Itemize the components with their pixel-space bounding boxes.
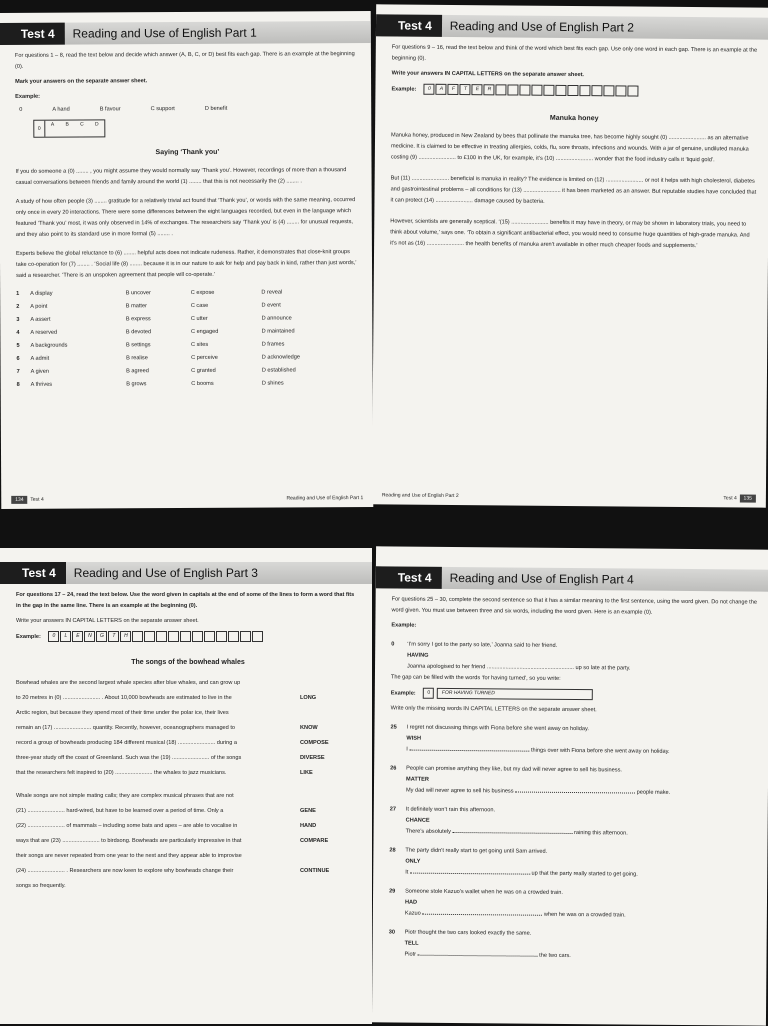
option: C perceive (191, 354, 218, 361)
first-sentence: It definitely won’t rain this afternoon. (405, 806, 496, 814)
letter-cell (132, 631, 143, 642)
option: B express (125, 316, 151, 323)
key-word: ONLY (405, 858, 421, 865)
question-item (390, 763, 756, 799)
paragraph: But (11) ........................ beneficial is manuka in reality? The evidence is limited on (12) ........................ or not it helps with high cholesterol, diabetes and gastrointestinal problems – all conditions for (13) ........................ it has been marketed as an answer. But reputable studies have concluded that it can protect (14) ........................ damage caused by bacteria. (390, 175, 757, 205)
text-line (16, 879, 360, 894)
option: C sites (191, 341, 209, 348)
answer-gap[interactable] (452, 832, 572, 834)
option: A point (30, 303, 48, 310)
example-label: Example: (15, 93, 41, 100)
question-number: 25 (390, 724, 397, 731)
question-number: 27 (389, 806, 397, 813)
keyword: KNOW (300, 724, 318, 731)
second-end: raining this afternoon. (573, 830, 628, 837)
letter-cell (532, 85, 543, 96)
first-sentence: Piotr thought the two cars looked exactly the same. (404, 929, 532, 937)
answer-gap[interactable] (409, 750, 529, 752)
question-item (389, 886, 755, 922)
test-tag: Test 4 (376, 14, 442, 37)
text-line (16, 864, 360, 879)
option: B devoted (125, 329, 152, 336)
test-tag: Test 4 (0, 562, 66, 584)
letter-cell (228, 631, 239, 642)
option: C case (190, 302, 209, 309)
text-line (16, 789, 360, 804)
letter-cell (168, 631, 179, 642)
option: B matter (125, 303, 147, 310)
question-number: 30 (388, 929, 395, 936)
option: D reveal (261, 289, 283, 296)
text-title: Saying ‘Thank you’ (155, 148, 220, 157)
line-text: remain an (17) ........................ quantity. Recently, however, oceanographers managed to (16, 724, 235, 731)
letter-cell (568, 85, 579, 96)
question-item (388, 927, 754, 963)
question-number: 3 (16, 316, 20, 323)
example-letter-grid (424, 84, 640, 97)
keyword (292, 676, 360, 691)
page-part-2 (372, 4, 768, 507)
instructions-answers: Write your answers IN CAPITAL LETTERS on the separate answer sheet. (16, 618, 199, 624)
line-text: (22) ........................ of mammals – including some bats and apes – are able to vocalise in (16, 822, 238, 829)
option: D established (261, 367, 296, 374)
letter-cell (556, 85, 567, 96)
letter-cell: H (120, 631, 131, 642)
letter-cell: 0 (48, 631, 59, 642)
answer-gap[interactable] (515, 791, 635, 793)
question-number: 1 (16, 290, 20, 297)
instructions-answers: Mark your answers on the separate answer sheet. (15, 78, 148, 85)
letter-cell: E (72, 631, 83, 642)
paragraph: Experts believe the global reluctance to (6) ........ helpful acts does not indicate rudeness. Rather, it demonstrates that close-knit groups take co-operation for (7) ........ . ‘Social life (8) ........ because it is in our nature to ask for help and pay back in kind, rather than just words,’ said a researcher. ‘There is an unspoken agreement that people will co-operate.’ (15, 249, 357, 279)
option: A backgrounds (30, 342, 68, 349)
test-tag: Test 4 (0, 23, 65, 45)
line-text: (21) ........................ hard-wired, but have to be learned over a period of time. Only a (16, 807, 224, 814)
option: B realise (126, 355, 148, 362)
text-line (16, 766, 360, 781)
keyword (292, 879, 360, 894)
second-start: There’s absolutely (405, 828, 451, 835)
letter-cell (144, 631, 155, 642)
example-row: Example: 0 A F T E R (391, 83, 757, 98)
option: D acknowledge (261, 354, 301, 361)
question-number: 2 (16, 303, 20, 310)
option: D frames (261, 341, 285, 348)
option: C booms (191, 380, 214, 387)
second-end: up that the party really started to get going. (531, 870, 638, 878)
answer-gap[interactable] (410, 873, 530, 875)
letter-cell (508, 84, 519, 95)
second-start: Kazuo (404, 910, 421, 917)
letter-cell (216, 631, 227, 642)
option: B settings (125, 342, 151, 349)
text-line (16, 751, 360, 766)
first-sentence: The party didn’t really start to get going until Sam arrived. (405, 847, 548, 855)
example-answer-row: Example: 0 FOR HAVING TURNED (391, 687, 757, 702)
letter-cell: R (484, 84, 495, 95)
letter-cell (628, 85, 639, 96)
question-number: 28 (389, 847, 396, 854)
option: D event (261, 302, 281, 309)
option: B grows (126, 381, 147, 388)
example-letter-grid (48, 631, 264, 642)
line-text: their songs are never repeated from one year to the next and they appear able to improvise (16, 852, 242, 859)
header-bar (376, 14, 768, 39)
header-bar (0, 562, 372, 584)
header-bar (376, 566, 768, 591)
answer-gap[interactable] (418, 955, 538, 957)
keyword: DIVERSE (300, 754, 325, 761)
keyword: GENE (300, 807, 316, 814)
text-line (16, 834, 360, 849)
page-part-1 (0, 11, 373, 509)
keyword (292, 781, 360, 789)
key-word: CHANCE (405, 817, 430, 824)
page-number: 135 (740, 494, 756, 502)
line-text: ways that are (23) ........................ to birdsong. Bowheads are particularly impressive in that (16, 837, 242, 844)
letter-cell: G (96, 631, 107, 642)
line-text: three-year study off the coast of Greenland. Such was the (19) ........................ of the songs (16, 754, 242, 761)
part-title: Reading and Use of English Part 4 (449, 570, 634, 587)
letter-cell (252, 631, 263, 642)
question-number: 29 (389, 888, 396, 895)
text-line (16, 781, 360, 789)
option: A display (30, 290, 53, 297)
line-text (16, 781, 292, 789)
first-sentence: People can promise anything they like, but my dad will never agree to sell his business. (406, 765, 622, 774)
option: C expose (190, 289, 215, 296)
text-line (16, 819, 360, 834)
example-opt-b: B favour (99, 106, 121, 113)
instructions: For questions 17 – 24, read the text below. Use the word given in capitals at the end of some of the lines to form a word that fits in the gap in the same line. There is an example at the beginning (0). (16, 592, 355, 609)
line-text: Bowhead whales are the second largest whale species after blue whales, and can grow up (16, 679, 241, 686)
text-line (16, 691, 360, 706)
letter-cell (192, 631, 203, 642)
first-sentence: I regret not discussing things with Fiona before she went away on holiday. (406, 724, 589, 733)
line-text: to 20 metres in (0) ........................ . About 10,000 bowheads are estimated to live in the (16, 694, 232, 701)
page-number: 134 (11, 496, 27, 504)
header-bar (0, 21, 371, 45)
letter-cell (180, 631, 191, 642)
option: A assert (30, 316, 51, 323)
second-end: when he was on a crowded train. (543, 911, 626, 919)
letter-cell (592, 85, 603, 96)
letter-cell (580, 85, 591, 96)
option: A reserved (30, 329, 58, 336)
second-start: I (406, 746, 408, 753)
question-number: 8 (16, 381, 20, 388)
option: A thrives (30, 381, 53, 388)
option: A admit (30, 355, 50, 362)
letter-cell (496, 84, 507, 95)
paragraph: Manuka honey, produced in New Zealand by bees that pollinate the manuka tree, has become highly sought (0) ........................ as an alternative medicine. It is claimed to be effective in treating allergies, colds, flu, sore throats, infections and wounds. With a jar of genuine, undiluted manuka costing (9) ........................ to £100 in the UK, for example, it’s (10) ........................ wonder that the food industry calls it ‘liquid gold’. (390, 132, 749, 164)
option: B uncover (125, 290, 151, 297)
second-start: My dad will never agree to sell his business (405, 787, 514, 795)
example-answer-box: 0 A B C D (33, 119, 105, 137)
option: C granted (191, 367, 216, 374)
keyword (292, 849, 360, 864)
keyword (292, 789, 360, 804)
option-row (17, 377, 361, 392)
line-text: that the researchers felt inspired to (20) ........................ the whales to jazz musicians. (16, 769, 227, 776)
text-line (16, 706, 360, 721)
option: C utter (190, 315, 208, 322)
letter-cell: E (472, 84, 483, 95)
example-item: 0 ‘I’m sorry I got to the party so late,’ Joanna said to her friend. HAVING Joanna apologised to her friend ........................................................ up so late at the party. (391, 641, 631, 672)
keyword: COMPOSE (300, 739, 329, 746)
option: C engaged (190, 328, 219, 335)
instructions: For questions 9 – 16, read the text below and think of the word which best fits each gap. Use only one word in each gap. There is an example at the beginning (0). (391, 44, 758, 62)
second-start: It (405, 869, 409, 876)
question-item (390, 804, 756, 840)
line-text: record a group of bowheads producing 184 different musical (18) ........................ during a (16, 739, 237, 746)
footer: Reading and Use of English Part 2 Test 4 135 (372, 492, 766, 501)
part-title: Reading and Use of English Part 3 (73, 566, 258, 580)
letter-cell (616, 85, 627, 96)
instructions-answers: Write your answers IN CAPITAL LETTERS on the separate answer sheet. (391, 70, 585, 79)
answer-gap[interactable] (422, 914, 542, 916)
paragraph: If you do someone a (0) ........ , you might assume they would normally say ‘Thank you’. However, recordings of more than a thousand casual conversations between friends and family around the world (1) ........ that this is not necessarily the (2) ........ . (15, 167, 347, 186)
options-table (16, 286, 361, 392)
second-end: the two cars. (539, 952, 571, 959)
text-line (16, 804, 360, 819)
letter-cell (204, 631, 215, 642)
text-line (16, 736, 360, 751)
page-part-3 (0, 548, 372, 1024)
part-title: Reading and Use of English Part 1 (72, 25, 257, 41)
paragraph: A study of how often people (3) ........ gratitude for a relatively trivial act found that ‘Thank you’, or words with the same meaning, occurred only once in every 20 interactions. There were some differences between the eight languages recorded, but even in the language which featured ‘Thank you’ most, it was only observed in 14% of exchanges. The researchers say ‘Thank you’ is (4) ........ for unusual requests, and they also point to its standard use in more formal (5) ........ . (15, 197, 356, 238)
footer: 134 Test 4 Reading and Use of English Part 1 (1, 495, 373, 503)
second-end: things over with Fiona before she went away on holiday. (530, 747, 670, 755)
keyword: LONG (300, 694, 317, 701)
second-end: people make. (636, 789, 671, 796)
option: D shines (261, 380, 284, 387)
example-options (19, 103, 359, 116)
keyword: HAND (300, 822, 317, 829)
text-title: Manuka honey (549, 114, 599, 123)
letter-cell: L (60, 631, 71, 642)
letter-cell (240, 631, 251, 642)
keyword: COMPARE (300, 837, 329, 844)
instructions: For questions 1 – 8, read the text below and decide which answer (A, B, C, or D) best fits each gap. There is an example at the beginning (0). (14, 51, 355, 70)
text-title: The songs of the bowhead whales (131, 658, 245, 666)
line-text: Whale songs are not simple mating calls; they are complex musical phrases that are not (16, 792, 234, 799)
question-item (390, 722, 756, 758)
keyword (292, 706, 360, 721)
transformation-items (388, 722, 756, 963)
example-opt-c: C support (150, 106, 175, 113)
keyword: CONTINUE (300, 867, 330, 874)
option: A given (30, 368, 49, 375)
option: D announce (261, 315, 292, 322)
line-text: Arctic region, but because they spend most of their time under the polar ice, their lives (16, 709, 229, 716)
letter-cell: F (448, 84, 459, 95)
part-title: Reading and Use of English Part 2 (449, 18, 634, 35)
text-line (16, 676, 360, 691)
keyword: LIKE (300, 769, 313, 776)
letter-cell: A (436, 84, 447, 95)
letter-cell: 0 (424, 84, 435, 95)
line-text: (24) ........................ . Researchers are now keen to explore why bowheads change their (16, 867, 234, 874)
letter-cell: N (84, 631, 95, 642)
letter-cell (604, 85, 615, 96)
letter-cell (520, 85, 531, 96)
example-note: The gap can be filled with the words ‘for having turned’, so you write: (390, 674, 561, 682)
key-word: MATTER (406, 776, 429, 783)
question-number: 6 (16, 355, 20, 362)
example-opt-d: D benefit (204, 105, 228, 112)
question-item (389, 845, 755, 881)
example-answer-box: FOR HAVING TURNED (437, 688, 593, 700)
example-num: 0 (19, 106, 23, 113)
instructions-answers: Write only the missing words IN CAPITAL LETTERS on the separate answer sheet. (390, 705, 597, 714)
instructions: For questions 25 – 30, complete the second sentence so that it has a similar meaning to the first sentence, using the word given. Do not change the word given. You must use between three and six words, including the word given. Here is an example (0). (391, 596, 758, 616)
example-row: Example: 0 L E N G T H (16, 631, 360, 643)
key-word: HAD (404, 899, 418, 906)
option: B agreed (126, 368, 149, 375)
word-formation-text (16, 676, 360, 894)
question-number: 26 (390, 765, 397, 772)
key-word: TELL (404, 940, 419, 947)
question-number: 5 (16, 342, 20, 349)
letter-cell (156, 631, 167, 642)
page-part-4 (372, 546, 768, 1025)
paragraph: However, scientists are generally sceptical. ‘(15) ........................ benefits it may have in theory, or may be shown in laboratory trials, you need to think about volume,’ says one. ‘To obtain a significant antibacterial effect, you would need to consume huge quantities of high-grade manuka. And it’s not as (16) ........................ the health benefits of manuka aren’t available in other much cheaper foods and supplements.’ (390, 218, 750, 250)
letter-cell: T (108, 631, 119, 642)
example-opt-a: A hand (52, 106, 70, 113)
question-number: 4 (16, 329, 20, 336)
text-line (16, 849, 360, 864)
text-line (16, 721, 360, 736)
letter-cell (544, 85, 555, 96)
second-start: Piotr (404, 951, 417, 958)
first-sentence: Someone stole Kazuo’s wallet when he was on a crowded train. (405, 888, 563, 896)
option: D maintained (261, 328, 295, 335)
example-label: Example: (391, 622, 417, 629)
test-tag: Test 4 (376, 566, 442, 589)
question-number: 7 (16, 368, 20, 375)
letter-cell: T (460, 84, 471, 95)
key-word: WISH (406, 735, 422, 742)
line-text: songs so frequently. (16, 882, 66, 889)
